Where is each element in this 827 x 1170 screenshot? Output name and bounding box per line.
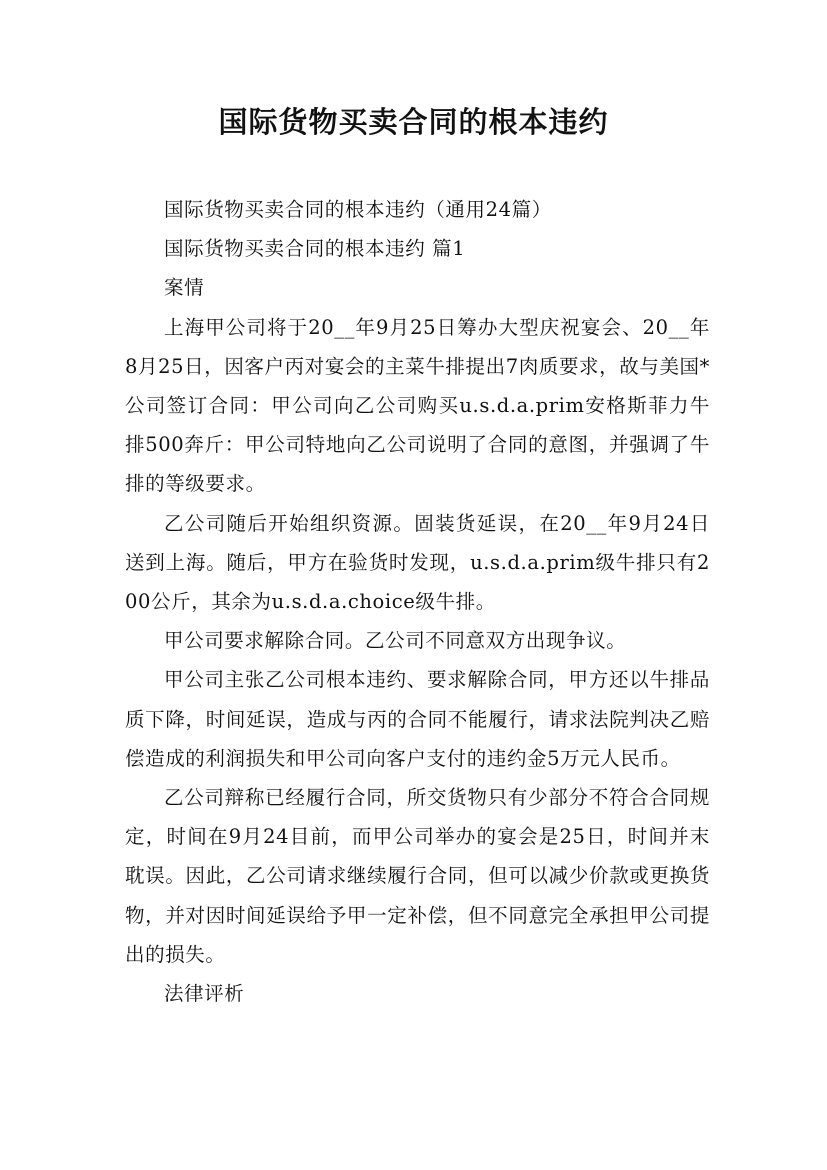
paragraph-dispute: 甲公司要求解除合同。乙公司不同意双方出现争议。	[164, 629, 627, 653]
paragraph-case-facts: 上海甲公司将于20__年9月25日筹办大型庆祝宴会、20__年8月25日，因客户丙对宴会的主菜牛排提出7肉质要求，故与美国*公司签订合同：甲公司向乙公司购买u.s.d.a.prim安格斯菲力牛排500奔斤：甲公司特地向乙公司说明了合同的意图，并强调了牛排的等级要求。	[125, 315, 710, 496]
document-title: 国际货物买卖合同的根本违约	[218, 105, 609, 139]
paragraph-section-heading: 国际货物买卖合同的根本违约 篇1	[164, 237, 466, 261]
paragraph-subtitle: 国际货物买卖合同的根本违约（通用24篇）	[164, 198, 552, 221]
paragraph-case-heading: 案情	[164, 276, 205, 300]
paragraph-legal-analysis-heading: 法律评析	[164, 982, 245, 1006]
paragraph-plaintiff-claim: 甲公司主张乙公司根本违约、要求解除合同，甲方还以牛排品质下降，时间延误，造成与丙的合同不能履行，请求法院判决乙赔偿造成的利润损失和甲公司向客户支付的违约金5万元人民币。	[125, 668, 710, 770]
document-body	[125, 190, 710, 1013]
paragraph-delivery: 乙公司随后开始组织资源。固装货延误，在20__年9月24日送到上海。随后，甲方在验货时发现，u.s.d.a.prim级牛排只有200公斤，其余为u.s.d.a.choice级牛排。	[125, 511, 710, 614]
paragraph-defendant-argument: 乙公司辩称已经履行合同，所交货物只有少部分不符合合同规定，时间在9月24目前，而甲公司举办的宴会是25日，时间并末耽误。因此，乙公司请求继续履行合同，但可以减少价款或更换货物，并对因时间延误给予甲一定补偿，但不同意完全承担甲公司提出的损失。	[125, 786, 710, 966]
